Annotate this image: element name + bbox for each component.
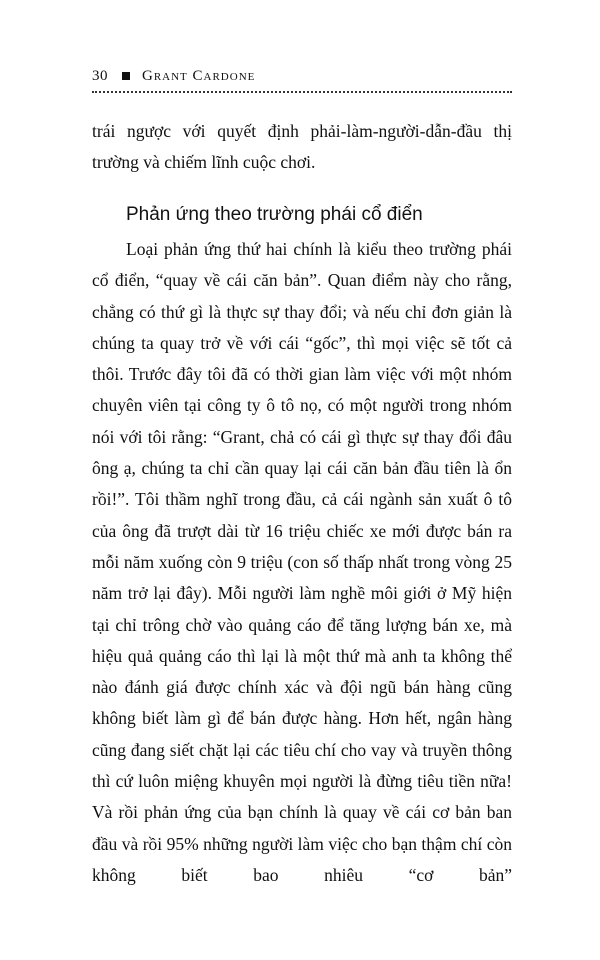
section-heading: Phản ứng theo trường phái cổ điển: [126, 204, 423, 225]
page-number: 30: [92, 67, 108, 84]
paragraph-intro: trái ngược với quyết định phải-làm-người-dẫn-đầu thị trường và chiếm lĩnh cuộc chơi.: [92, 121, 512, 173]
square-bullet-icon: [122, 72, 130, 80]
running-head: [92, 62, 512, 90]
header-dotted-rule: [92, 91, 512, 93]
paragraph-main: Loại phản ứng thứ hai chính là kiểu theo trường phái cổ điển, “quay về cái căn bản”. Quan điểm này cho rằng, chẳng có thứ gì là thực sự thay đổi; và nếu chỉ đơn giản là chúng ta quay trở về với cái “gốc”, thì mọi việc sẽ tốt cả thôi. Trước đây tôi đã có thời gian làm việc với một nhóm chuyên viên tại công ty ô tô nọ, có một người trong nhóm nói với tôi rằng: “Grant, chả có cái gì thực sự thay đổi đâu ông ạ, chúng ta chỉ cần quay lại cái căn bản đầu tiên là ổn rồi!”. Tôi thầm nghĩ trong đầu, cả cái ngành sản xuất ô tô của ông đã trượt dài từ 16 triệu chiếc xe mới được bán ra mỗi năm xuống còn 9 triệu (con số thấp nhất trong vòng 25 năm trở lại đây). Mỗi người làm nghề môi giới ở Mỹ hiện tại chỉ trông chờ vào quảng cáo để tăng lượng bán xe, mà hiệu quả quảng cáo thì lại là một thứ mà anh ta không thể nào đánh giá được chính xác và đội ngũ bán hàng cũng không biết làm gì để bán được hàng. Hơn hết, ngân hàng cũng đang siết chặt lại các tiêu chí cho vay và truyền thông thì cứ luôn miệng khuyên mọi người là đừng tiêu tiền nữa! Và rồi phản ứng của bạn chính là quay về cái cơ bản ban đầu và rồi 95% những người làm việc cho bạn thậm chí còn không biết bao nhiêu “cơ bản”: [92, 239, 512, 885]
running-head-author: Grant Cardone: [142, 67, 256, 84]
